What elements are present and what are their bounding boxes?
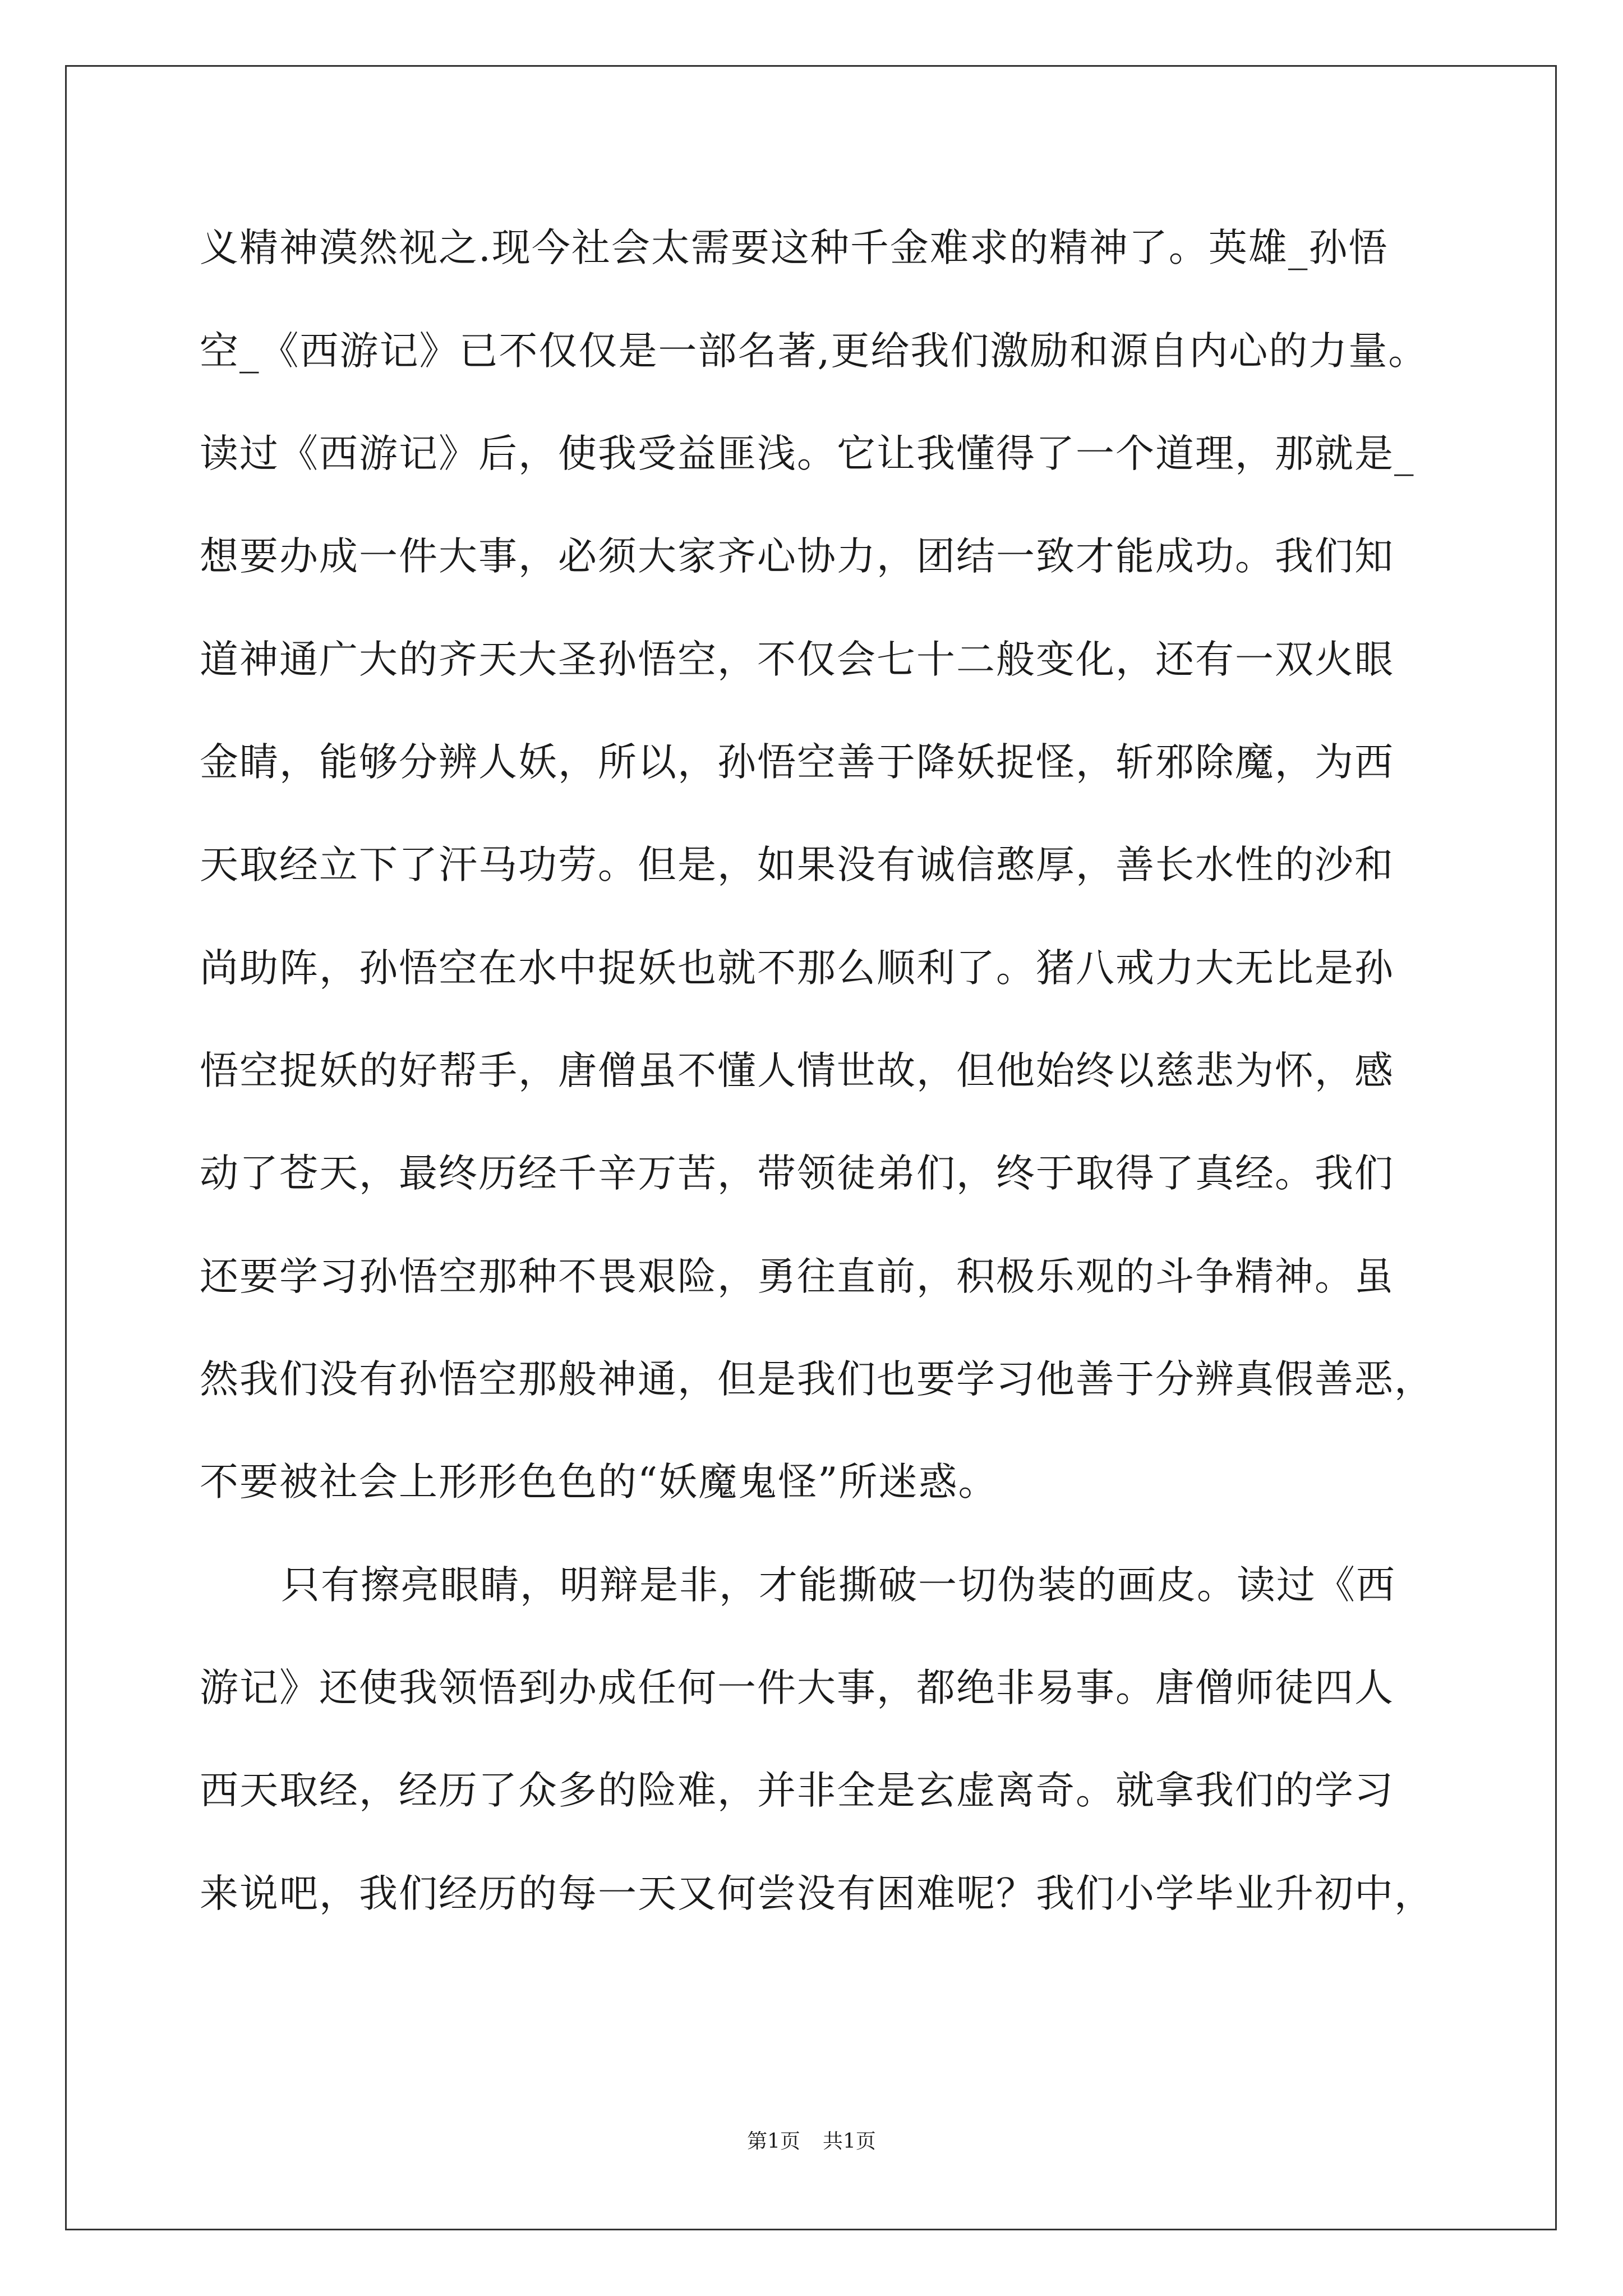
- text-line: 动了苍天，最终历经千辛万苦，带领徒弟们，终于取得了真经。我们: [200, 1151, 1394, 1196]
- text-line: 读过《西游记》后，使我受益匪浅。它让我懂得了一个道理，那就是_: [200, 431, 1415, 476]
- text-line: 来说吧，我们经历的每一天又何尝没有困难呢？我们小学毕业升初中，: [200, 1871, 1434, 1916]
- text-line: 道神通广大的齐天大圣孙悟空，不仅会七十二般变化，还有一双火眼: [200, 637, 1394, 682]
- text-line: 西天取经，经历了众多的险难，并非全是玄虚离奇。就拿我们的学习: [200, 1768, 1394, 1813]
- text-line: 金睛，能够分辨人妖，所以，孙悟空善于降妖捉怪，斩邪除魔，为西: [200, 740, 1394, 785]
- text-line: 想要办成一件大事，必须大家齐心协力，团结一致才能成功。我们知: [200, 534, 1394, 579]
- text-line: 悟空捉妖的好帮手，唐僧虽不懂人情世故，但他始终以慈悲为怀，感: [200, 1048, 1394, 1093]
- page-total: 共1页: [823, 2130, 876, 2153]
- text-line: 然我们没有孙悟空那般神通，但是我们也要学习他善于分辨真假善恶，: [200, 1357, 1434, 1402]
- paragraph-first-line: 只有擦亮眼睛，明辩是非，才能撕破一切伪装的画皮。读过《西: [281, 1563, 1396, 1608]
- text-line: 游记》还使我领悟到办成任何一件大事，都绝非易事。唐僧师徒四人: [200, 1665, 1394, 1710]
- page-number: 第1页: [747, 2130, 800, 2153]
- text-line: 还要学习孙悟空那种不畏艰险，勇往直前，积极乐观的斗争精神。虽: [200, 1254, 1394, 1299]
- text-line: 空_《西游记》已不仅仅是一部名著,更给我们激励和源自内心的力量。: [200, 329, 1428, 374]
- text-line: 义精神漠然视之.现今社会太需要这种千金难求的精神了。英雄_孙悟: [200, 226, 1389, 270]
- text-line: 不要被社会上形形色色的“妖魔鬼怪”所迷惑。: [200, 1460, 998, 1504]
- page-footer: [0, 2132, 1623, 2152]
- text-line: 尚助阵，孙悟空在水中捉妖也就不那么顺利了。猪八戒力大无比是孙: [200, 946, 1394, 991]
- text-line: 天取经立下了汗马功劳。但是，如果没有诚信憨厚，善长水性的沙和: [200, 843, 1394, 887]
